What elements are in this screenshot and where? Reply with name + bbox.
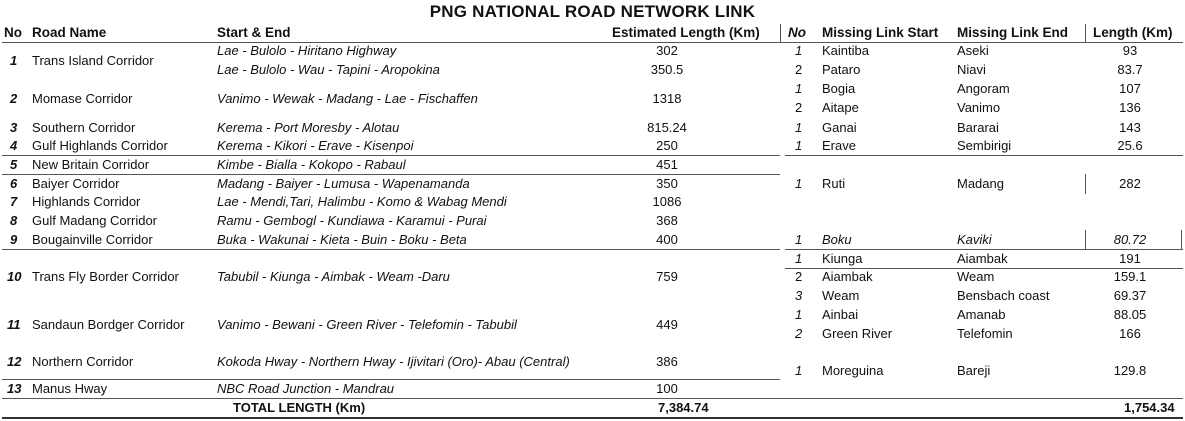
- road-name: New Britain Corridor: [32, 157, 150, 172]
- missing-link-start: Ainbai: [822, 307, 859, 322]
- missing-link-start: Aiambak: [822, 269, 873, 284]
- route: Buka - Wakunai - Kieta - Buin - Boku - Beta: [217, 232, 467, 247]
- row-divider: [2, 155, 780, 156]
- header-missing-link-end: Missing Link End: [957, 25, 1069, 40]
- road-name: Northern Corridor: [32, 354, 134, 369]
- estimated-length: 250: [656, 138, 678, 153]
- road-no: 13: [7, 381, 22, 396]
- missing-link-start: Ruti: [822, 176, 846, 191]
- estimated-length: 449: [656, 317, 678, 332]
- estimated-length: 368: [656, 213, 678, 228]
- road-no: 12: [7, 354, 22, 369]
- cell-divider: [1085, 230, 1086, 250]
- cell-divider: [1085, 174, 1086, 194]
- road-name: Gulf Highlands Corridor: [32, 138, 168, 153]
- road-name: Bougainville Corridor: [32, 232, 153, 247]
- missing-link-length: 159.1: [1113, 269, 1147, 284]
- missing-link-end: Bararai: [957, 120, 999, 135]
- road-name: Southern Corridor: [32, 120, 136, 135]
- row-divider: [785, 249, 1183, 250]
- header-divider: [2, 42, 1183, 43]
- table-bottom-border: [2, 417, 1183, 419]
- row-divider: [2, 379, 780, 380]
- missing-link-end: Vanimo: [957, 100, 1001, 115]
- missing-link-no: 1: [795, 120, 803, 135]
- road-name: Highlands Corridor: [32, 194, 141, 209]
- route: Kerema - Port Moresby - Alotau: [217, 120, 400, 135]
- header-start-end: Start & End: [217, 25, 291, 40]
- route: Kerema - Kikori - Erave - Kisenpoi: [217, 138, 414, 153]
- missing-link-end: Sembirigi: [957, 138, 1012, 153]
- missing-link-no: 1: [795, 138, 803, 153]
- missing-link-start: Erave: [822, 138, 856, 153]
- missing-link-no: 1: [795, 363, 803, 378]
- missing-link-end: Aiambak: [957, 251, 1008, 266]
- header-road-name: Road Name: [32, 25, 107, 40]
- table-title: PNG NATIONAL ROAD NETWORK LINK: [429, 2, 756, 21]
- missing-link-length: 88.05: [1113, 307, 1147, 322]
- road-no: 5: [10, 157, 18, 172]
- row-divider: [785, 155, 1183, 156]
- route: Lae - Mendi,Tari, Halimbu - Komo & Wabag Mendi: [217, 194, 507, 209]
- missing-link-start: Ganai: [822, 120, 857, 135]
- missing-link-length: 129.8: [1113, 363, 1147, 378]
- header-column-divider: [780, 24, 781, 42]
- header-length: Length (Km): [1093, 25, 1173, 40]
- route: NBC Road Junction - Mandrau: [217, 381, 395, 396]
- missing-link-length: 136: [1119, 100, 1141, 115]
- road-name: Gulf Madang Corridor: [32, 213, 157, 228]
- missing-link-no: 1: [795, 232, 803, 247]
- estimated-length: 759: [656, 269, 678, 284]
- missing-link-end: Aseki: [957, 43, 989, 58]
- missing-link-start: Pataro: [822, 62, 861, 77]
- missing-link-end: Angoram: [957, 81, 1010, 96]
- missing-link-start: Boku: [822, 232, 852, 247]
- road-no: 6: [10, 176, 18, 191]
- road-no: 10: [7, 269, 22, 284]
- cell-divider: [1181, 230, 1182, 250]
- route: Kokoda Hway - Northern Hway - Ijivitari (Oro)- Abau (Central): [217, 354, 570, 369]
- missing-link-no: 1: [795, 43, 803, 58]
- missing-link-start: Kiunga: [822, 251, 863, 266]
- missing-link-end: Niavi: [957, 62, 986, 77]
- route: Ramu - Gembogl - Kundiawa - Karamui - Purai: [217, 213, 487, 228]
- road-no: 2: [10, 91, 18, 106]
- row-divider: [785, 268, 1183, 269]
- missing-link-start: Bogia: [822, 81, 856, 96]
- missing-link-length: 282: [1119, 176, 1141, 191]
- route: Madang - Baiyer - Lumusa - Wapenamanda: [217, 176, 470, 191]
- total-missing-length: 1,754.34: [1124, 400, 1175, 415]
- missing-link-no: 1: [795, 81, 803, 96]
- missing-link-end: Weam: [957, 269, 995, 284]
- missing-link-length: 80.72: [1113, 232, 1147, 247]
- header-column-divider: [1085, 24, 1086, 42]
- estimated-length: 386: [656, 354, 678, 369]
- road-no: 4: [10, 138, 18, 153]
- estimated-length: 451: [656, 157, 678, 172]
- missing-link-length: 143: [1119, 120, 1141, 135]
- route: Lae - Bulolo - Wau - Tapini - Aropokina: [217, 62, 440, 77]
- missing-link-length: 191: [1119, 251, 1141, 266]
- estimated-length: 100: [656, 381, 678, 396]
- road-no: 7: [10, 194, 18, 209]
- estimated-length: 400: [656, 232, 678, 247]
- estimated-length: 1318: [652, 91, 682, 106]
- missing-link-end: Madang: [957, 176, 1004, 191]
- total-length-label: TOTAL LENGTH (Km): [233, 400, 366, 415]
- road-name: Sandaun Bordger Corridor: [32, 317, 185, 332]
- missing-link-length: 107: [1119, 81, 1141, 96]
- missing-link-start: Green River: [822, 326, 893, 341]
- estimated-length: 1086: [652, 194, 682, 209]
- missing-link-end: Kaviki: [957, 232, 992, 247]
- missing-link-length: 83.7: [1117, 62, 1143, 77]
- header-missing-link-start: Missing Link Start: [822, 25, 939, 40]
- missing-link-no: 1: [795, 176, 803, 191]
- road-no: 9: [10, 232, 18, 247]
- road-no: 11: [7, 317, 21, 332]
- missing-link-start: Aitape: [822, 100, 859, 115]
- missing-link-no: 3: [795, 288, 803, 303]
- missing-link-no: 1: [795, 307, 803, 322]
- missing-link-end: Bareji: [957, 363, 991, 378]
- route: Vanimo - Bewani - Green River - Telefomin - Tabubil: [217, 317, 517, 332]
- missing-link-no: 2: [795, 269, 803, 284]
- road-name: Trans Island Corridor: [32, 53, 154, 68]
- road-no: 3: [10, 120, 18, 135]
- row-divider: [2, 249, 780, 250]
- route: Lae - Bulolo - Hiritano Highway: [217, 43, 397, 58]
- missing-link-length: 25.6: [1117, 138, 1143, 153]
- missing-link-start: Kaintiba: [822, 43, 869, 58]
- road-name: Trans Fly Border Corridor: [32, 269, 179, 284]
- route: Tabubil - Kiunga - Aimbak - Weam -Daru: [217, 269, 450, 284]
- missing-link-length: 69.37: [1113, 288, 1147, 303]
- estimated-length: 350.5: [650, 62, 684, 77]
- missing-link-length: 166: [1119, 326, 1141, 341]
- route: Kimbe - Bialla - Kokopo - Rabaul: [217, 157, 406, 172]
- road-name: Manus Hway: [32, 381, 108, 396]
- route: Vanimo - Wewak - Madang - Lae - Fischaffen: [217, 91, 478, 106]
- missing-link-end: Amanab: [957, 307, 1006, 322]
- road-name: Baiyer Corridor: [32, 176, 120, 191]
- missing-link-end: Bensbach coast: [957, 288, 1050, 303]
- header-estimated-length: Estimated Length (Km): [612, 25, 760, 40]
- estimated-length: 815.24: [647, 120, 687, 135]
- row-divider: [2, 174, 780, 175]
- road-no: 8: [10, 213, 18, 228]
- missing-link-no: 2: [795, 100, 803, 115]
- total-estimated-length: 7,384.74: [658, 400, 709, 415]
- missing-link-no: 2: [795, 62, 803, 77]
- missing-link-start: Moreguina: [822, 363, 884, 378]
- estimated-length: 302: [656, 43, 678, 58]
- missing-link-no: 1: [795, 251, 803, 266]
- header-no-missing: No: [788, 25, 806, 40]
- missing-link-end: Telefomin: [957, 326, 1013, 341]
- missing-link-start: Weam: [822, 288, 860, 303]
- road-no: 1: [10, 53, 18, 68]
- missing-link-length: 93: [1122, 43, 1138, 58]
- header-no: No: [4, 25, 22, 40]
- missing-link-no: 2: [795, 326, 803, 341]
- estimated-length: 350: [656, 176, 678, 191]
- road-name: Momase Corridor: [32, 91, 133, 106]
- totals-divider: [2, 398, 1183, 399]
